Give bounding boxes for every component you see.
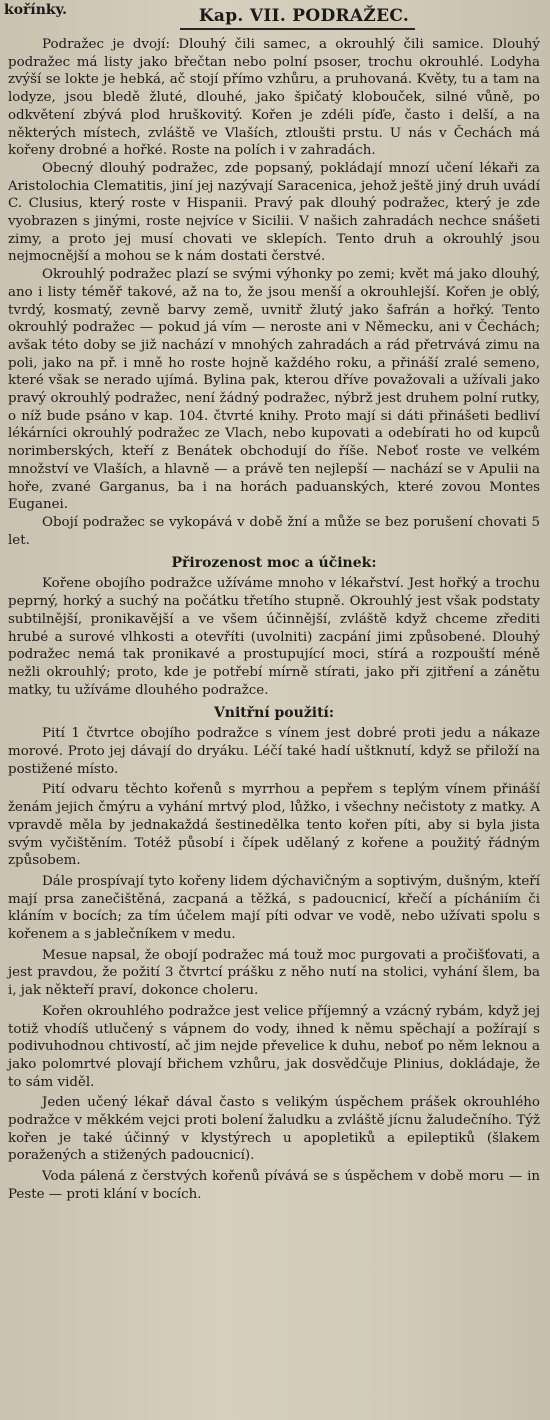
- section-heading: Přirozenost moc a účinek:: [171, 555, 377, 572]
- paragraph: Obojí podražec se vykopává v době žní a může se bez porušení chovati 5 let.: [8, 514, 540, 548]
- paragraph: Podražec je dvojí: Dlouhý čili samec, a okrouhlý čili samice. Dlouhý podražec má listy jako břečtan nebo polní psoser, trochu okrouhlé. Lodyha zvýší se lokte je hebká, ač stojí přímo vzhůru, a pruhovaná. Květy, tu a tam na lodyze, jsou bledě žluté, dlouhé, jako špičatý klobouček, silné vůně, po odkvětení zbývá plod hruškovitý. Kořen je zdéli píďe, často i delší, a na některých místech, zvláště ve Vlaších, ztloušti prstu. U nás v Čechách má kořeny drobné a hořké. Roste na polích i v zahradách.: [8, 37, 540, 159]
- section-heading: Vnitřní použití:: [213, 705, 335, 722]
- paragraph: Jeden učený lékař dával často s velikým úspěchem prášek okrouhlého podražce v měkkém vejci proti bolení žaludku a zvláště jícnu žaludečního. Týž kořen je také účinný v klystýrech u apopletiků a epileptiků (šlakem poražených a stižených padoucnicí).: [8, 1095, 540, 1164]
- paragraph: Pití odvaru těchto kořenů s myrrhou a pepřem s teplým vínem přináší ženám jejich čmýru a vyhání mrtvý plod, lůžko, i všechny nečistoty z matky. A vpravdě měla by jednakaždá šestinedělka tento kořen píti, aby si byla jista svým vyčištěním. Totéž působí i čípek udělaný z kořene a použitý řádným způsobem.: [8, 782, 540, 869]
- section-description: [8, 36, 540, 549]
- paragraph: Okrouhlý podražec plazí se svými výhonky po zemi; květ má jako dlouhý, ano i listy téměř takové, až na to, že jsou menší a okrouhlejší. Kořen je oblý, tvrdý, kosmatý, zevně barvy země, uvnitř žlutý jako šafrán a hořký. Tento okrouhlý podražec — pokud já vím — neroste ani v Německu, ani v Čechách; avšak této doby se již nachází v mnohých zahradách a rád přetrvává zimu na poli, jako na př. i mně ho roste hojně každého roku, a přináší zralé semeno, které však se nerado ujímá. Bylina pak, kterou dříve považovali a užívali jako pravý okrouhlý podražec, není žádný podražec, nýbrž jest druhem polní rutky, o níž bude psáno v kap. 104. čtvrté knihy. Proto mají si dáti přinášeti bedliví lékárníci okrouhlý podražec ze Vlach, nebo kupovati a odebírati ho od kupců norimberských, kteří z Benátek obchodují do říše. Neboť roste ve velkém množství ve Vlaších, a hlavně — a právě ten nejlepší — nachází se v Apulii na hoře, zvané Garganus, ba i na horách paduanských, které zovou Montes Euganei.: [8, 267, 540, 513]
- paragraph: Pití 1 čtvrtce obojího podražce s vínem jest dobré proti jedu a nákaze morové. Proto jej dávají do dryáku. Léčí také hadí uštknutí, když se přiloží na postižené místo.: [8, 726, 540, 777]
- paragraph: Kořene obojího podražce užíváme mnoho v lékařství. Jest hořký a trochu peprný, horký a suchý na počátku třetího stupně. Okrouhlý jest však podstaty subtilnější, pronikavější a ve všem účinnější, zvláště když chceme zřediti hrubé a surové vlhkosti a otevříti (uvolniti) zacpání jimi způsobené. Dlouhý podražec nemá tak pronikavé a prostupující moci, stírá a rozpouští méně nežli okrouhlý; proto, kde je potřebí mírně stírati, jako při zjitření a zánětu matky, tu užíváme dlouhého podražce.: [8, 576, 540, 698]
- chapter-title: Kap. VII. PODRAŽEC.: [198, 6, 410, 26]
- paragraph: Voda pálená z čerstvých kořenů pívává se s úspěchem v době moru — in Peste — proti klání v bocích.: [8, 1169, 540, 1202]
- section-nature: [8, 555, 540, 699]
- paragraph: Mesue napsal, že obojí podražec má touž moc purgovati a pročišťovati, a jest pravdou, že požití 3 čtvrtcí prášku z něho nutí na stolici, vyhání šlem, ba i, jak někteří praví, dokonce choleru.: [8, 947, 540, 999]
- paragraph: Obecný dlouhý podražec, zde popsaný, pokládají mnozí učení lékaři za Aristolochia Clematitis, jiní jej nazývají Saracenica, jehož ještě jiný druh uvádí C. Clusius, který roste v Hispanii. Pravý pak dlouhý podražec, který je zde vyobrazen s jinými, roste nejvíce v Sicilii. V našich zahradách nechce snášeti zimy, a proto jej musí chovati ve sklepích. Tento druh a okrouhlý jsou nejmocnější a mohou se k nám dostati čerstvé.: [8, 160, 540, 265]
- previous-page-end-word: kořínky.: [4, 2, 68, 18]
- paragraph: Kořen okrouhlého podražce jest velice příjemný a vzácný rybám, když jej totiž vhodíš utlučený s vápnem do vody, ihned k němu spěchají a požírají s podivuhodnou chtivostí, ač jim nejde převelice k duhu, neboť po něm leknou a jako polomrtvé plovají břichem vzhůru, jak dosvědčuje Plinius, dokládaje, že to sám viděl.: [8, 1003, 540, 1090]
- paragraph: Dále prospívají tyto kořeny lidem dýchavičným a soptivým, dušným, kteří mají prsa zanečištěná, zacpaná a těžká, s padoucnicí, křečí a píchániím či kláním v bocích; za tím účelem mají píti odvar ve vodě, nebo užívati spolu s kořenem a s jablečníkem v medu.: [8, 873, 540, 943]
- title-underline: [180, 28, 415, 30]
- section-internal-use: [8, 705, 540, 1203]
